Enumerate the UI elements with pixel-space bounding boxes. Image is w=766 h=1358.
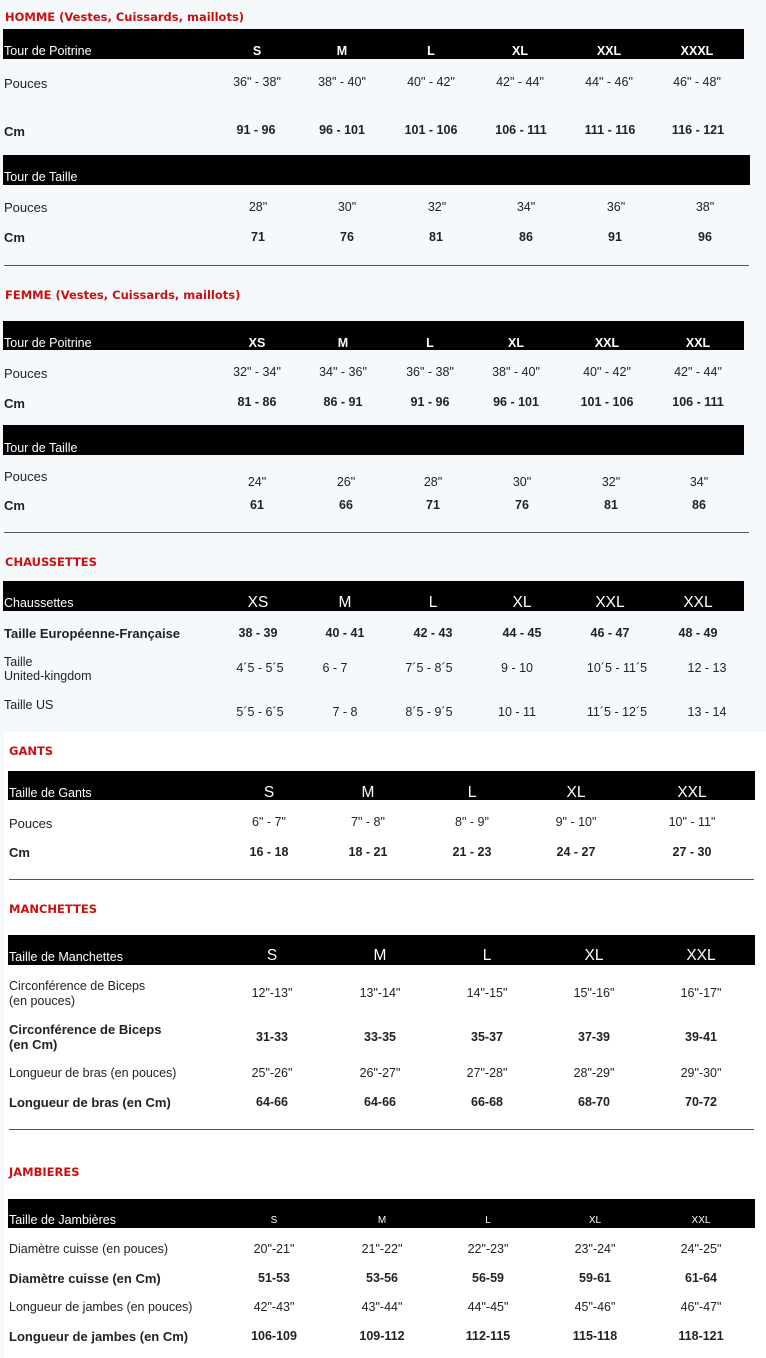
table-cell: 36" - 38" [233,75,281,89]
table-cell: 30" [337,200,357,214]
jambieres-section-title: JAMBIERES [9,1165,80,1179]
size-header-cell: L [427,44,435,58]
table-cell: 28" [248,200,268,214]
table-cell: 6 - 7 [322,661,348,675]
table-cell: 21"-22" [361,1242,403,1256]
table-cell: 34" [516,200,536,214]
table-cell: 44"-45" [467,1300,509,1314]
chaussettes-eu-label: Taille Européenne-Française [4,626,181,641]
table-cell: 13 - 14 [687,705,727,719]
table-cell: 59-61 [579,1271,611,1285]
table-cell: 16"-17" [680,986,722,1000]
table-cell: 44 - 45 [502,626,542,640]
table-cell: 42" - 44" [674,365,722,379]
table-cell: 32" [427,200,447,214]
homme-chest-cm-label: Cm [4,124,25,139]
table-cell: 30" [512,475,532,489]
femme-section-title: FEMME (Vestes, Cuissards, maillots) [5,288,241,302]
table-cell: 42" - 44" [496,75,544,89]
table-cell: 5´5 - 6´5 [236,705,284,719]
femme-waist-header-bar [3,425,744,455]
chaussettes-uk-label-1: Taille [4,655,33,669]
table-cell: 106 - 111 [672,395,724,409]
table-cell: 34" [689,475,709,489]
table-cell: 32" [601,475,621,489]
size-header-cell: XL [588,1215,602,1226]
table-cell: 29"-30" [680,1066,722,1080]
size-header-cell: L [467,784,477,801]
table-cell: 106-109 [251,1329,297,1343]
gants-header-label: Taille de Gants [9,786,92,800]
table-cell: 112-115 [465,1329,511,1343]
table-cell: 86 [519,230,533,244]
table-cell: 28" [423,475,443,489]
table-cell: 53-56 [366,1271,398,1285]
table-cell: 64-66 [256,1095,288,1109]
femme-waist-inches-label: Pouces [4,469,48,484]
table-cell: 24"-25" [680,1242,722,1256]
femme-chest-inches-label: Pouces [4,366,48,381]
table-cell: 14"-15" [466,986,508,1000]
table-cell: 45"-46" [574,1300,616,1314]
table-cell: 4´5 - 5´5 [236,661,284,675]
size-header-cell: M [337,336,349,350]
size-header-cell: M [373,947,387,964]
table-cell: 13"-14" [359,986,401,1000]
table-cell: 101 - 106 [580,395,634,409]
table-cell: 64-66 [364,1095,396,1109]
size-header-cell: XS [248,336,266,350]
size-header-cell: XXXL [680,44,714,58]
table-cell: 9" - 10" [555,815,597,829]
table-cell: 109-112 [359,1329,405,1343]
table-cell: 31-33 [256,1030,288,1044]
table-cell: 96 [698,230,712,244]
table-cell: 34" - 36" [319,365,367,379]
gants-header-bar [8,771,755,800]
size-header-cell: XXL [594,336,620,350]
table-cell: 12 - 13 [687,661,727,675]
size-header-cell: XXL [691,1215,711,1226]
table-cell: 10" - 11" [668,815,716,829]
homme-waist-header-bar [3,155,750,185]
jambieres-leg-cm-label: Longueur de jambes (en Cm) [9,1329,189,1344]
table-cell: 25"-26" [251,1066,293,1080]
divider [4,532,749,533]
manchettes-header-label: Taille de Manchettes [9,950,123,964]
table-cell: 81 [429,230,443,244]
table-cell: 66 [339,498,353,512]
jambieres-header-label: Taille de Jambières [9,1213,116,1227]
table-cell: 76 [515,498,529,512]
table-cell: 42"-43" [253,1300,295,1314]
size-header-cell: XL [508,336,524,350]
jambieres-leg-inches-label: Longueur de jambes (en pouces) [9,1300,193,1314]
table-cell: 71 [426,498,440,512]
table-cell: 44" - 46" [585,75,633,89]
homme-waist-header-label: Tour de Taille [4,170,78,184]
table-cell: 46 - 47 [590,626,630,640]
table-cell: 116 - 121 [671,123,725,137]
manchettes-arm-inches-label: Longueur de bras (en pouces) [9,1066,177,1080]
size-header-cell: S [270,1215,278,1226]
table-cell: 18 - 21 [348,845,388,859]
size-header-cell: XXL [685,336,711,350]
table-cell: 91 - 96 [236,123,276,137]
size-header-cell: XL [566,784,586,801]
size-header-cell: S [263,784,275,801]
table-cell: 86 [692,498,706,512]
table-cell: 118-121 [678,1329,724,1343]
divider [9,879,754,880]
table-cell: 33-35 [364,1030,396,1044]
femme-chest-header-bar [3,321,744,350]
gants-cm-label: Cm [9,845,30,860]
table-cell: 42 - 43 [413,626,453,640]
table-cell: 27 - 30 [672,845,712,859]
size-header-cell: XXL [595,594,625,611]
size-header-cell: XXL [596,44,622,58]
manchettes-biceps-cm-label-1: Circonférence de Biceps [9,1022,162,1037]
table-cell: 76 [340,230,354,244]
table-cell: 43"-44" [361,1300,403,1314]
jambieres-thigh-inches-label: Diamètre cuisse (en pouces) [9,1242,169,1256]
size-header-cell: S [266,947,278,964]
table-cell: 23"-24" [574,1242,616,1256]
table-cell: 61 [250,498,264,512]
size-header-cell: XS [247,594,269,611]
size-header-cell: L [428,594,438,611]
table-cell: 40" - 42" [583,365,631,379]
table-cell: 38" [695,200,715,214]
table-cell: 46"-47" [680,1300,722,1314]
femme-waist-cm-label: Cm [4,498,25,513]
table-cell: 96 - 101 [319,123,365,137]
homme-waist-inches-label: Pouces [4,200,48,215]
table-cell: 8" - 9" [455,815,489,829]
table-cell: 46" - 48" [673,75,721,89]
table-cell: 111 - 116 [584,123,636,137]
size-header-cell: XL [512,594,532,611]
table-cell: 71 [251,230,265,244]
gants-inches-label: Pouces [9,816,53,831]
homme-chest-inches-label: Pouces [4,76,48,91]
table-cell: 61-64 [685,1271,717,1285]
manchettes-biceps-cm-label-2: (en Cm) [9,1037,58,1052]
manchettes-section-title: MANCHETTES [9,902,97,916]
table-cell: 81 - 86 [237,395,277,409]
gants-section-title: GANTS [9,744,54,758]
table-cell: 26"-27" [359,1066,401,1080]
table-cell: 10 - 11 [498,705,536,719]
table-cell: 36" [606,200,626,214]
size-header-cell: L [482,947,492,964]
table-cell: 32" - 34" [233,365,281,379]
homme-section-title: HOMME (Vestes, Cuissards, maillots) [5,10,245,24]
table-cell: 39-41 [685,1030,717,1044]
size-header-cell: XL [512,44,528,58]
size-header-cell: L [426,336,434,350]
table-cell: 40 - 41 [325,626,365,640]
chaussettes-uk-label-2: United-kingdom [4,669,92,683]
table-cell: 38" - 40" [492,365,540,379]
table-cell: 56-59 [472,1271,504,1285]
homme-chest-header-label: Tour de Poitrine [4,44,92,58]
size-header-cell: M [377,1215,387,1226]
chaussettes-header-bar [3,581,744,611]
table-cell: 7" - 8" [351,815,385,829]
table-cell: 24" [247,475,267,489]
table-cell: 24 - 27 [556,845,596,859]
table-cell: 68-70 [578,1095,610,1109]
table-cell: 27"-28" [466,1066,508,1080]
size-header-cell: XXL [683,594,713,611]
table-cell: 86 - 91 [323,395,363,409]
divider [9,1129,754,1130]
chaussettes-section-title: CHAUSSETTES [5,555,97,569]
table-cell: 66-68 [471,1095,503,1109]
table-cell: 40" - 42" [407,75,455,89]
chaussettes-header-label: Chaussettes [4,596,74,610]
femme-waist-header-label: Tour de Taille [4,441,78,455]
table-cell: 101 - 106 [404,123,458,137]
manchettes-biceps-inches-label-1: Circonférence de Biceps [9,979,146,993]
table-cell: 70-72 [685,1095,717,1109]
table-cell: 38 - 39 [238,626,278,640]
size-header-cell: M [338,594,352,611]
table-cell: 7 - 8 [332,705,358,719]
table-cell: 38" - 40" [318,75,366,89]
size-header-cell: M [361,784,375,801]
jambieres-thigh-cm-label: Diamètre cuisse (en Cm) [9,1271,161,1286]
table-cell: 36" - 38" [406,365,454,379]
table-cell: 106 - 111 [495,123,547,137]
table-cell: 26" [336,475,356,489]
table-cell: 48 - 49 [678,626,718,640]
table-cell: 35-37 [471,1030,503,1044]
table-cell: 115-118 [572,1329,618,1343]
table-cell: 16 - 18 [249,845,289,859]
table-cell: 15"-16" [573,986,615,1000]
size-header-cell: L [485,1215,491,1226]
table-cell: 96 - 101 [493,395,539,409]
table-cell: 21 - 23 [452,845,492,859]
lower-panel-background [4,732,766,1358]
table-cell: 11´5 - 12´5 [586,705,648,719]
table-cell: 22"-23" [467,1242,509,1256]
table-cell: 12"-13" [251,986,293,1000]
table-cell: 8´5 - 9´5 [405,705,453,719]
divider [4,265,749,266]
table-cell: 10´5 - 11´5 [586,661,648,675]
size-header-cell: XL [584,947,604,964]
homme-chest-header-bar [3,29,744,59]
table-cell: 51-53 [258,1271,290,1285]
size-header-cell: S [252,44,262,58]
manchettes-biceps-inches-label-2: (en pouces) [9,994,76,1008]
table-cell: 91 - 96 [410,395,450,409]
table-cell: 91 [608,230,622,244]
chaussettes-us-label: Taille US [4,698,54,712]
size-header-cell: XXL [686,947,716,964]
homme-waist-cm-label: Cm [4,230,25,245]
size-header-cell: M [336,44,348,58]
table-cell: 28"-29" [573,1066,615,1080]
table-cell: 20"-21" [253,1242,295,1256]
table-cell: 81 [604,498,618,512]
table-cell: 7´5 - 8´5 [405,661,453,675]
femme-chest-cm-label: Cm [4,396,25,411]
manchettes-arm-cm-label: Longueur de bras (en Cm) [9,1095,171,1110]
size-header-cell: XXL [677,784,707,801]
table-cell: 6" - 7" [252,815,286,829]
table-cell: 9 - 10 [501,661,533,675]
table-cell: 37-39 [578,1030,610,1044]
femme-chest-header-label: Tour de Poitrine [4,336,92,350]
